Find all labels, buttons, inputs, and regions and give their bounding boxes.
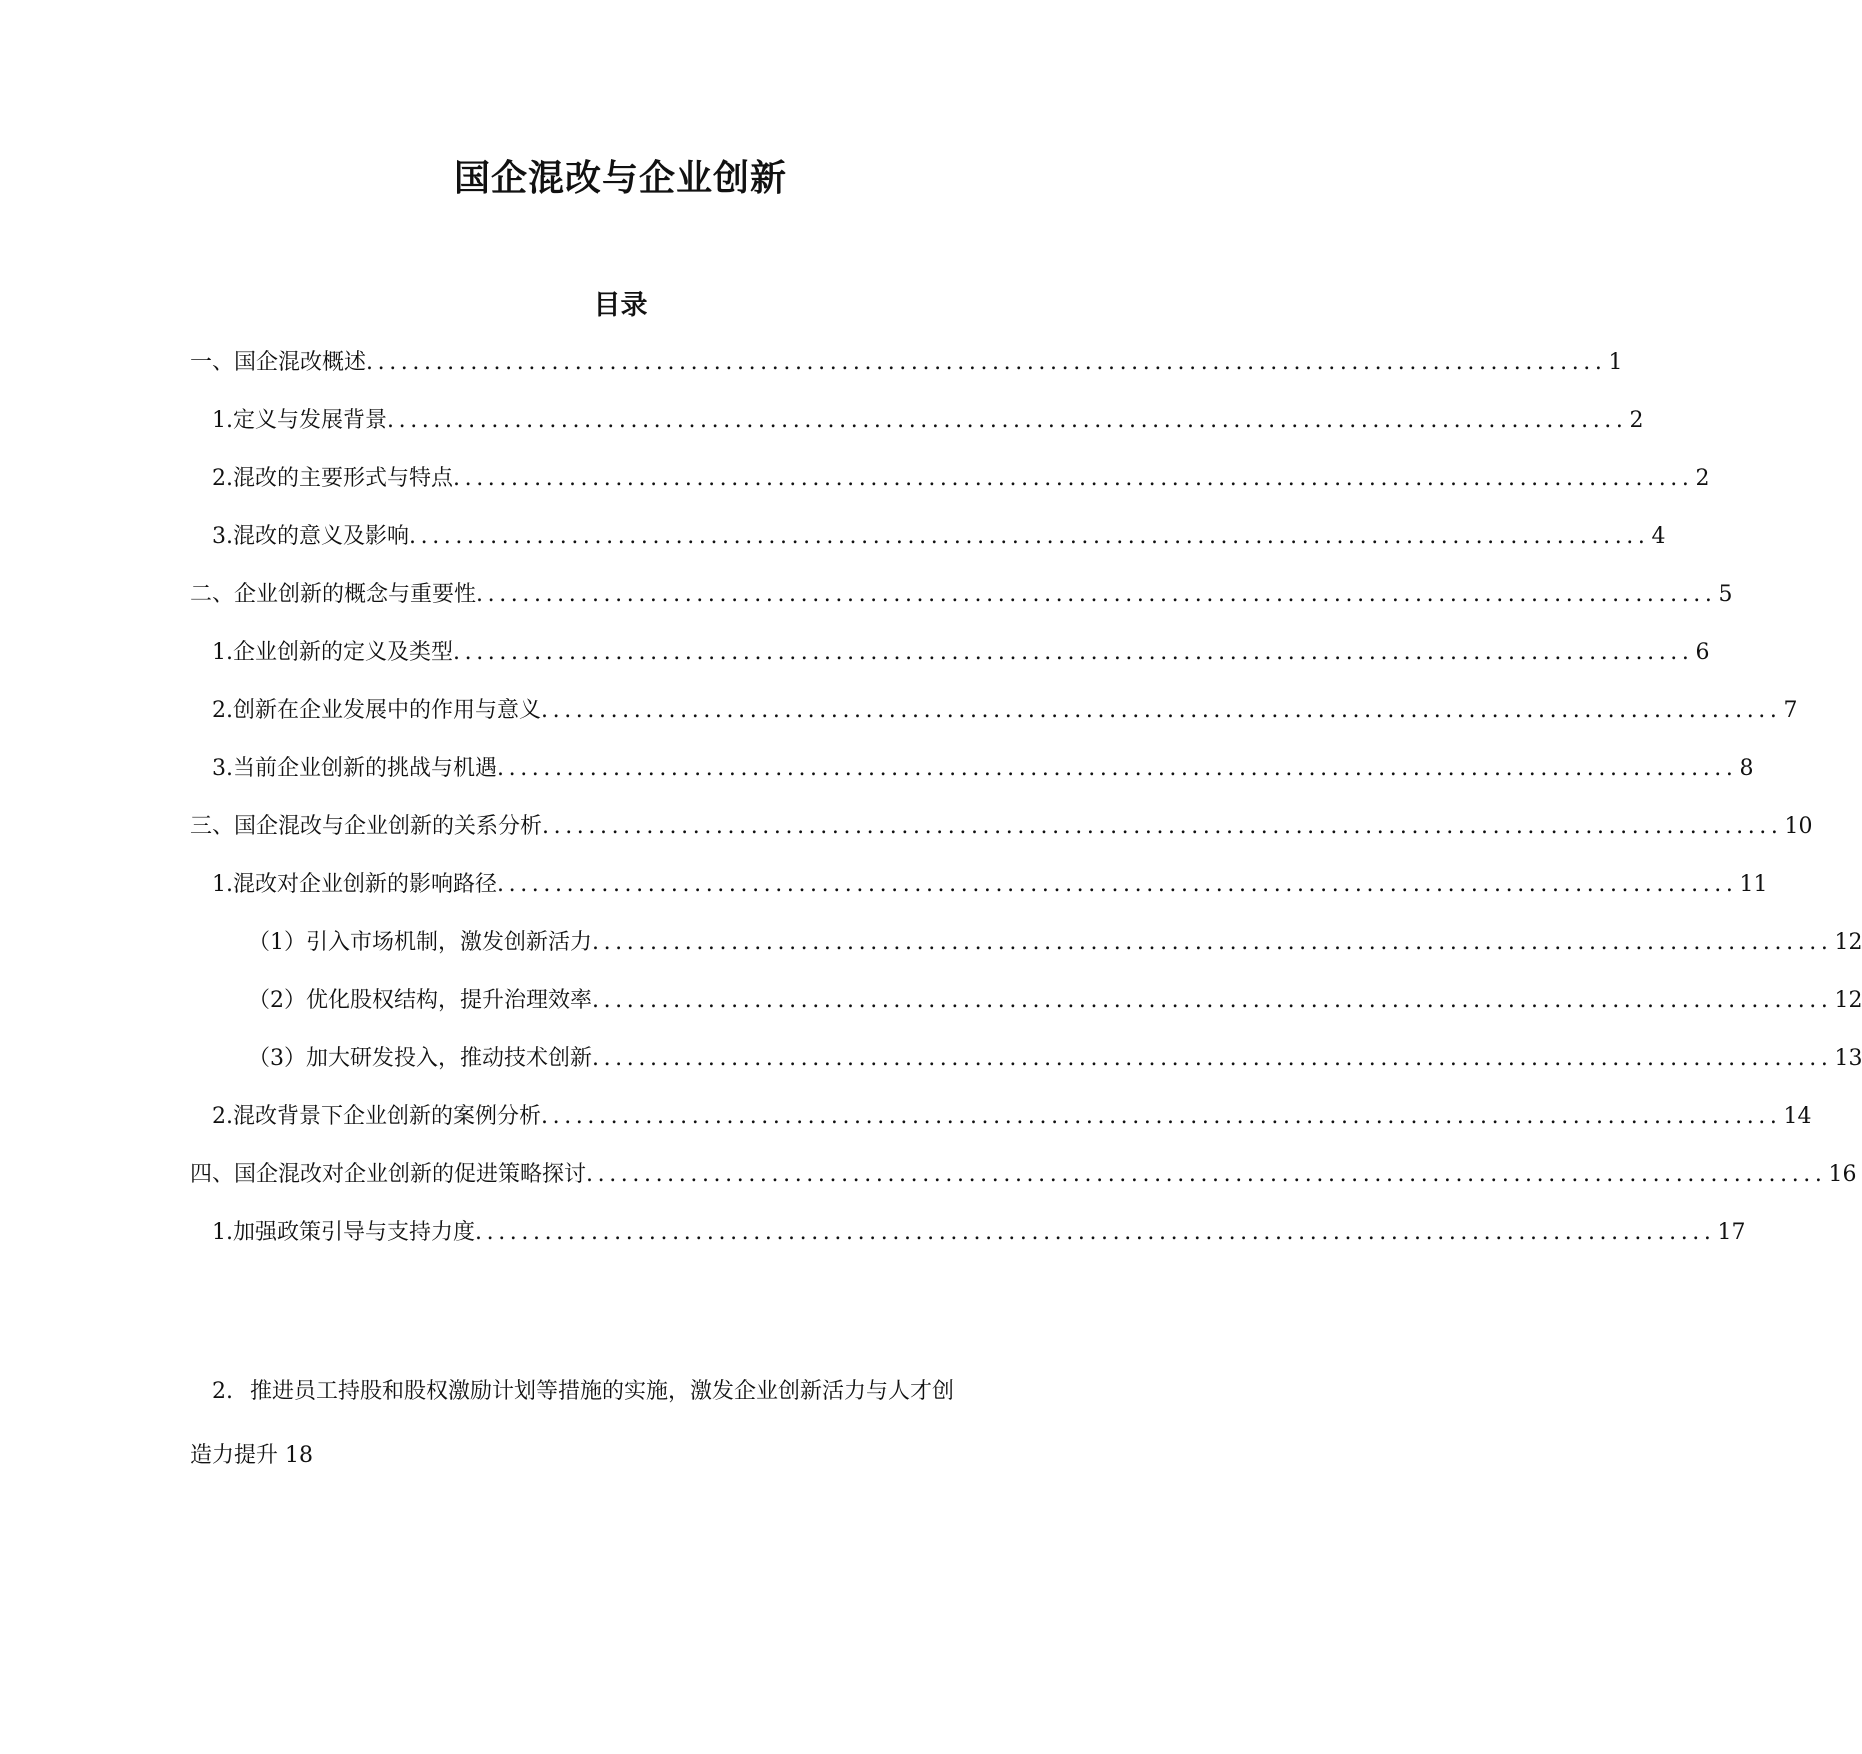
toc-entry-label-continued: 造力提升 bbox=[190, 1443, 279, 1468]
toc-leader-dots: ........................................................................................................... bbox=[541, 1104, 1782, 1129]
toc-entry[interactable] bbox=[212, 696, 1798, 726]
toc-entry-label: 混改对企业创新的影响路径 bbox=[233, 872, 498, 897]
toc-page-number: 8 bbox=[1739, 756, 1754, 781]
toc-entry[interactable] bbox=[248, 986, 1862, 1016]
toc-entry-wrapped[interactable] bbox=[190, 1360, 1060, 1488]
toc-entry-label: 三、国企混改与企业创新的关系分析 bbox=[190, 814, 543, 839]
toc-leader-dots: ........................................................................................................... bbox=[476, 582, 1717, 607]
toc-entry[interactable] bbox=[248, 928, 1862, 958]
toc-entry-line-1 bbox=[190, 1360, 1060, 1424]
toc-page-number: 4 bbox=[1651, 524, 1666, 549]
toc-leader-dots: ........................................................................................................... bbox=[453, 466, 1694, 491]
toc-entry-label: 一、国企混改概述 bbox=[190, 350, 367, 375]
toc-leader-dots: ........................................................................................................... bbox=[497, 872, 1738, 897]
toc-page-number: 11 bbox=[1739, 872, 1768, 897]
toc-entry-label: 创新在企业发展中的作用与意义 bbox=[233, 698, 542, 723]
toc-entry-number: 2. bbox=[212, 1104, 233, 1129]
toc-entry-number: 2. bbox=[212, 466, 233, 491]
toc-leader-dots: ........................................................................................................... bbox=[475, 1220, 1716, 1245]
toc-page-number: 18 bbox=[285, 1443, 314, 1468]
toc-entry[interactable] bbox=[190, 1160, 1857, 1190]
toc-entry-label: 四、国企混改对企业创新的促进策略探讨 bbox=[190, 1162, 587, 1187]
toc-entry-number: 1. bbox=[212, 1220, 233, 1245]
toc-page-number: 7 bbox=[1783, 698, 1798, 723]
toc-entry[interactable] bbox=[212, 522, 1666, 552]
document-title: 国企混改与企业创新 bbox=[453, 157, 787, 199]
toc-entry[interactable] bbox=[212, 464, 1710, 494]
toc-leader-dots: ........................................................................................................... bbox=[541, 698, 1782, 723]
toc-leader-dots: ........................................................................................................... bbox=[592, 1046, 1833, 1071]
toc-entry[interactable] bbox=[212, 406, 1644, 436]
toc-leader-dots: ........................................................................................................... bbox=[592, 988, 1833, 1013]
toc-page-number: 16 bbox=[1828, 1162, 1857, 1187]
toc-entry-label: （3）加大研发投入，推动技术创新 bbox=[248, 1046, 592, 1071]
toc-leader-dots: ........................................................................................................... bbox=[366, 350, 1607, 375]
toc-page-number: 12 bbox=[1834, 988, 1862, 1013]
toc-entry-number: 3. bbox=[212, 756, 233, 781]
toc-leader-dots: ........................................................................................................... bbox=[542, 814, 1783, 839]
toc-entry-number: 3. bbox=[212, 524, 233, 549]
toc-entry-label: （2）优化股权结构，提升治理效率 bbox=[248, 988, 592, 1013]
toc-entry-label: 定义与发展背景 bbox=[233, 408, 388, 433]
toc-entry-number: 1. bbox=[212, 640, 233, 665]
toc-entry-label: 企业创新的定义及类型 bbox=[233, 640, 454, 665]
toc-leader-dots: ........................................................................................................... bbox=[592, 930, 1833, 955]
toc-entry-number: 2. bbox=[212, 698, 233, 723]
toc-entry[interactable] bbox=[212, 1102, 1812, 1132]
toc-entry[interactable] bbox=[212, 638, 1710, 668]
toc-entry-number: 1. bbox=[212, 872, 233, 897]
toc-leader-dots: ........................................................................................................... bbox=[387, 408, 1628, 433]
toc-page-number: 14 bbox=[1783, 1104, 1812, 1129]
toc-page-number: 10 bbox=[1784, 814, 1813, 839]
toc-leader-dots: ........................................................................................................... bbox=[409, 524, 1650, 549]
toc-entry[interactable] bbox=[212, 754, 1754, 784]
toc-page-number: 13 bbox=[1834, 1046, 1862, 1071]
toc-entry[interactable] bbox=[190, 580, 1733, 610]
toc-entry[interactable] bbox=[212, 1218, 1746, 1248]
toc-page-number: 12 bbox=[1834, 930, 1862, 955]
toc-leader-dots: ........................................................................................................... bbox=[586, 1162, 1827, 1187]
toc-entry-label: 当前企业创新的挑战与机遇 bbox=[233, 756, 498, 781]
toc-entry-label: 混改的意义及影响 bbox=[233, 524, 410, 549]
toc-entry-label: 混改背景下企业创新的案例分析 bbox=[233, 1104, 542, 1129]
toc-leader-dots: ........................................................................................................... bbox=[497, 756, 1738, 781]
toc-entry[interactable] bbox=[212, 870, 1768, 900]
toc-leader-dots: ........................................................................................................... bbox=[453, 640, 1694, 665]
toc-page-number: 17 bbox=[1717, 1220, 1746, 1245]
toc-entry-line-2 bbox=[190, 1424, 1060, 1488]
toc-heading: 目录 bbox=[593, 290, 648, 321]
toc-page-number: 6 bbox=[1695, 640, 1710, 665]
toc-entry-label: 加强政策引导与支持力度 bbox=[233, 1220, 476, 1245]
toc-page-number: 5 bbox=[1718, 582, 1733, 607]
toc-entry[interactable] bbox=[190, 812, 1813, 842]
toc-entry-number: 2. bbox=[212, 1379, 233, 1404]
toc-page-number: 2 bbox=[1695, 466, 1710, 491]
toc-entry-label: （1）引入市场机制，激发创新活力 bbox=[248, 930, 592, 955]
toc-entry[interactable] bbox=[190, 348, 1623, 378]
toc-entry-number: 1. bbox=[212, 408, 233, 433]
toc-entry[interactable] bbox=[248, 1044, 1862, 1074]
toc-page-number: 2 bbox=[1629, 408, 1644, 433]
toc-page-number: 1 bbox=[1608, 350, 1623, 375]
toc-entry-label: 混改的主要形式与特点 bbox=[233, 466, 454, 491]
toc-entry-label: 二、企业创新的概念与重要性 bbox=[190, 582, 477, 607]
toc-entry-label: 推进员工持股和股权激励计划等措施的实施，激发企业创新活力与人才创 bbox=[250, 1379, 955, 1404]
